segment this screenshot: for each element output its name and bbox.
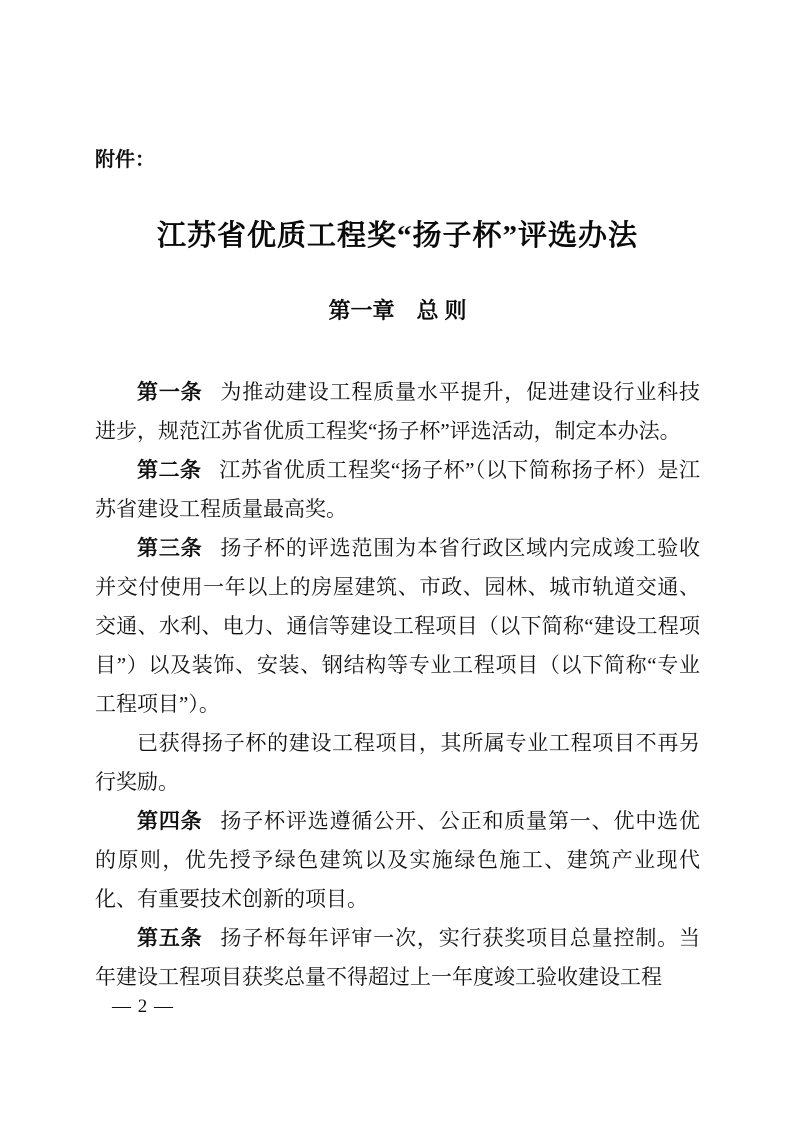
article-3-label: 第三条: [137, 537, 203, 560]
paragraph-article-1: [95, 373, 700, 451]
article-3-text: 扬子杯的评选范围为本省行政区域内完成竣工验收并交付使用一年以上的房屋建筑、市政、园林、城市轨道交通、交通、水利、电力、通信等建设工程项目（以下简称“建设工程项目”）以及装饰、安装、钢结构等专业工程项目（以下简称“专业工程项目”）。: [95, 536, 701, 716]
paragraph-article-2: [95, 451, 700, 529]
article-4-text: 扬子杯评选遵循公开、公正和质量第一、优中选优的原则，优先授予绿色建筑以及实施绿色施工、建筑产业现代化、有重要技术创新的项目。: [95, 809, 701, 911]
article-1-text: 为推动建设工程质量水平提升，促进建设行业科技进步，规范江苏省优质工程奖“扬子杯”评选活动，制定本办法。: [95, 380, 701, 443]
document-title: 江苏省优质工程奖“扬子杯”评选办法: [156, 220, 638, 252]
article-1-label: 第一条: [137, 381, 203, 404]
attachment-label: 附件：: [95, 149, 155, 171]
chapter-heading: 第一章 总 则: [328, 298, 467, 323]
article-5-text: 扬子杯每年评审一次，实行获奖项目总量控制。当年建设工程项目获奖总量不得超过上一年度竣工验收建设工程: [95, 926, 701, 989]
article-2-label: 第二条: [137, 459, 202, 482]
document-body: [95, 373, 700, 997]
article-2-text: 江苏省优质工程奖“扬子杯”（以下简称扬子杯）是江苏省建设工程质量最高奖。: [95, 458, 701, 521]
paragraph-article-4: [95, 802, 700, 919]
paragraph-article-3: [95, 529, 700, 724]
article-4-label: 第四条: [137, 810, 203, 833]
paragraph-article-3-continuation: [95, 724, 700, 802]
article-3-continuation-text: 已获得扬子杯的建设工程项目，其所属专业工程项目不再另行奖励。: [95, 731, 700, 794]
paragraph-article-5: [95, 919, 700, 997]
page-number: — 2 —: [112, 996, 174, 1017]
article-5-label: 第五条: [137, 927, 203, 950]
